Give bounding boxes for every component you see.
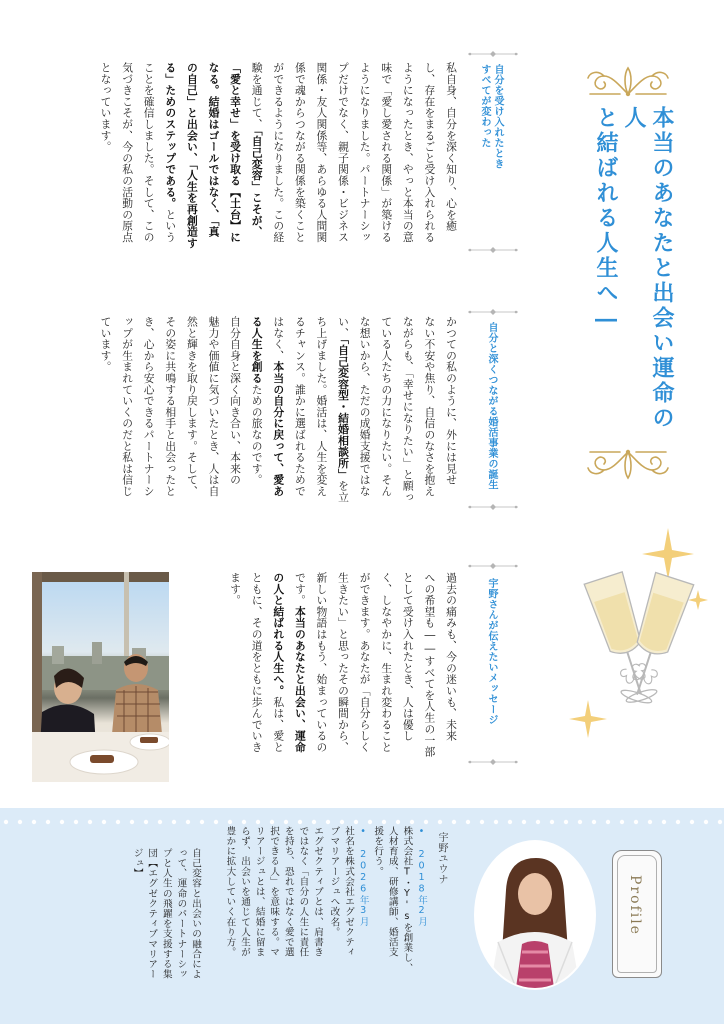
title-ornament-bottom [582,444,674,482]
text-line: 魅力や価値に気づいたとき、人は自 [207,316,221,497]
border-dot [130,820,134,824]
history-bullet-1: • 2018年2月 [416,826,427,927]
text-line: ます。 [229,572,243,606]
border-dot [340,820,344,824]
border-dot [326,820,330,824]
text-line: ています。 [99,316,113,373]
profile-closing [118,848,202,1004]
border-dot [536,820,540,824]
history-date-1: 2018年2月 [416,849,427,927]
text-line: 生きたい」と思ったその瞬間から、 [337,572,351,753]
profile-portrait [476,842,594,988]
border-dot [214,820,218,824]
border-dot [592,820,596,824]
border-dot [242,820,246,824]
border-dot [466,820,470,824]
bold-text: の人と結ばれる人生へ。 [272,572,286,697]
text-line: 味で「愛し愛される関係」が築ける [380,62,394,243]
history-text: 社名を株式会社エグゼクティ [343,826,355,958]
description-line: ではなく「自分の人生に責任 [297,826,309,958]
text-line: への希望も――すべてを人生の一部 [423,572,437,758]
border-dot [186,820,190,824]
border-dot [662,820,666,824]
text-line: 関係・友人関係等、あらゆる人間関 [315,62,329,243]
heading-ornament [466,50,520,58]
text-line: ない不安や焦り、自信のなさを抱え [423,316,437,497]
title-ornament-top [582,64,674,102]
border-dot [270,820,274,824]
bold-text: 本当のあなたと出会い、運命 [293,605,307,753]
section-2-body [46,316,462,548]
text-line: 験を通じて、 [250,62,264,130]
description-line: らず、出会いを通じて人生が [239,826,251,958]
text-line: い、 [337,316,351,339]
description-line: 豊かに拡大していく在り方。 [224,826,236,958]
text-line: ている人たちの力になりたい。そん [380,316,394,497]
closing-line: 自己変容と出会いの融合によ [190,848,201,980]
history-text: 援を行う。 [372,826,384,877]
profile-label-plate [612,850,662,978]
history-date-2: 2026年3月 [357,849,369,927]
border-dot [172,820,176,824]
border-dot [382,820,386,824]
heading-ornament [466,503,520,511]
heading-ornament [466,246,520,254]
border-dot [256,820,260,824]
border-dot [228,820,232,824]
text-line: です。 [293,572,307,606]
text-line: ができます。あなたが「自分らしく [358,572,372,753]
section-1-body [46,62,462,294]
text-line: 自分自身と深く向き合い、本来の [229,316,243,486]
border-dot [354,820,358,824]
border-dot [144,820,148,824]
description-line: を持ち、恐れではなく愛で選 [282,826,294,958]
border-dot [200,820,204,824]
section-heading-1-line2: すべてが変わった [479,64,490,148]
border-dot [312,820,316,824]
text-line: 私は、愛と [272,696,286,753]
text-line: ようになったとき、やっと本当の意 [401,62,415,243]
photo-scene [32,572,169,782]
history-text: 株式会社T・Y'sを創業し、 [401,826,413,973]
heading-ornament [466,308,520,316]
description-line: リアージュとは、結婚に留ま [253,826,265,958]
border-dot [480,820,484,824]
section-heading-1 [478,64,504,236]
border-dot [606,820,610,824]
text-line: ができるようになりました。この経 [272,62,286,243]
border-dot [648,820,652,824]
text-line: ことを確信しました。そして、この [142,62,156,243]
border-dot [676,820,680,824]
profile-history [328,826,428,1004]
text-line: ップが生まれていくのだと私は信じ [121,316,135,497]
text-line: その姿に共鳴する相手と出会ったと [164,316,178,497]
section-3-body [176,572,462,804]
text-line: として受け入れたとき、人は優し [401,572,415,742]
text-line: プだけでなく、親子関係・ビジネス [337,62,351,243]
border-dot [158,820,162,824]
text-line: るチャンス。誰かに選ばれるためで [293,316,307,497]
history-bullet-2: • 2026年3月 [357,826,369,927]
section-heading-2: 自分と深くつながる婚活事業の誕生 [486,322,497,490]
bold-text: 「愛と幸せ」を受け取る【土台】に [229,62,243,243]
bold-text: 本当の自分に戻って、愛あ [272,361,286,497]
text-line: 過去の痛みも、今の迷いも、未来 [445,572,458,742]
section-heading-1-line1: 自分を受け入れたとき [492,64,503,169]
bold-text: る人生を創る [250,316,264,384]
profile-label: Profile [627,875,643,936]
section-heading-3: 宇野さんが伝えたいメッセージ [486,578,497,725]
border-dot [508,820,512,824]
title-line-2: と結ばれる人生へ― [593,106,619,335]
border-dot [578,820,582,824]
profile-description [212,826,324,1004]
border-dot [424,820,428,824]
text-line: き、心から安心できるパートナーシ [142,316,156,497]
closing-line: プと人生の飛躍を支援する集 [160,848,172,980]
border-dot [550,820,554,824]
profile-name: 宇野ユウナ [436,832,447,885]
description-line: エグゼクティブとは、肩書き [312,826,323,958]
closing-line: ジュ】 [131,848,143,879]
heading-ornament [466,562,520,570]
text-line: 係で魂からつながる関係を築くこと [293,62,307,243]
border-dot [452,820,456,824]
border-dot [704,820,708,824]
border-dot [438,820,442,824]
couple-photo [32,572,169,782]
border-dot [410,820,414,824]
text-line: し、存在をまるごと受け入れられる [423,62,437,243]
border-dot [620,820,624,824]
heading-ornament [466,758,520,766]
title-line-1: 本当のあなたと出会い運命の人 [621,106,675,431]
bold-text: の自己」と出会い、「人生を再創造す [185,62,199,249]
border-dot [116,820,120,824]
border-dot [396,820,400,824]
history-text: ブマリアージュへ改名。 [328,826,340,938]
text-line: ち上げました。婚活は、人生を変え [315,316,329,497]
portrait-figure [476,842,594,988]
champagne-glasses-illustration [548,520,720,750]
text-line: という [164,208,178,243]
text-line: く、しなやかに、生まれ変わること [380,572,394,753]
history-text: 人材育成、研修講師、婚活支 [386,826,398,958]
text-line: ながらも、「幸せになりたい」と願っ [401,316,415,503]
bold-text: る」ためのステップである。 [164,62,178,209]
text-line: 私自身、自分を深く知り、心を癒 [445,62,458,232]
border-dot [522,820,526,824]
text-line: な想いから、ただの成婚支援ではな [358,316,372,497]
text-line: ともに、その道をともに歩んでいき [250,572,264,753]
border-dot [494,820,498,824]
closing-line: って、運命のパートナーシッ [175,848,187,980]
text-line: はなく、 [272,316,286,362]
description-line: 択できる人」を意味する。マ [268,826,280,958]
text-line: を立 [337,480,351,503]
border-dot [368,820,372,824]
border-dot [74,820,78,824]
text-line: ようになりました。パートナーシッ [358,62,372,243]
bold-text: 「自己変容」こそが、 [250,129,264,238]
border-dot [60,820,64,824]
border-dot [18,820,22,824]
border-dot [564,820,568,824]
border-dot [32,820,36,824]
text-line: 然と輝きを取り戻します。そして、 [185,316,199,497]
page-title [592,106,676,446]
border-dot [634,820,638,824]
text-line: となっています。 [99,62,113,153]
text-line: 気づきこそが、今の私の活動の原点 [121,62,135,243]
border-dot [102,820,106,824]
text-line: 新しい物語はもう、始まっているの [315,572,329,753]
border-dot [88,820,92,824]
bold-text: なる。結婚はゴールではなく、「真 [207,62,221,238]
border-dot [298,820,302,824]
closing-line: 団【エグゼクティブマリアー [146,848,158,980]
border-dot [718,820,722,824]
bold-text: 「自己変容型・結婚相談所」 [337,338,351,481]
text-line: ための旅なのです。 [250,383,264,486]
text-line: かつての私のように、外には見せ [445,316,458,486]
border-dot [284,820,288,824]
border-dot [690,820,694,824]
border-dot [46,820,50,824]
border-dot [4,820,8,824]
